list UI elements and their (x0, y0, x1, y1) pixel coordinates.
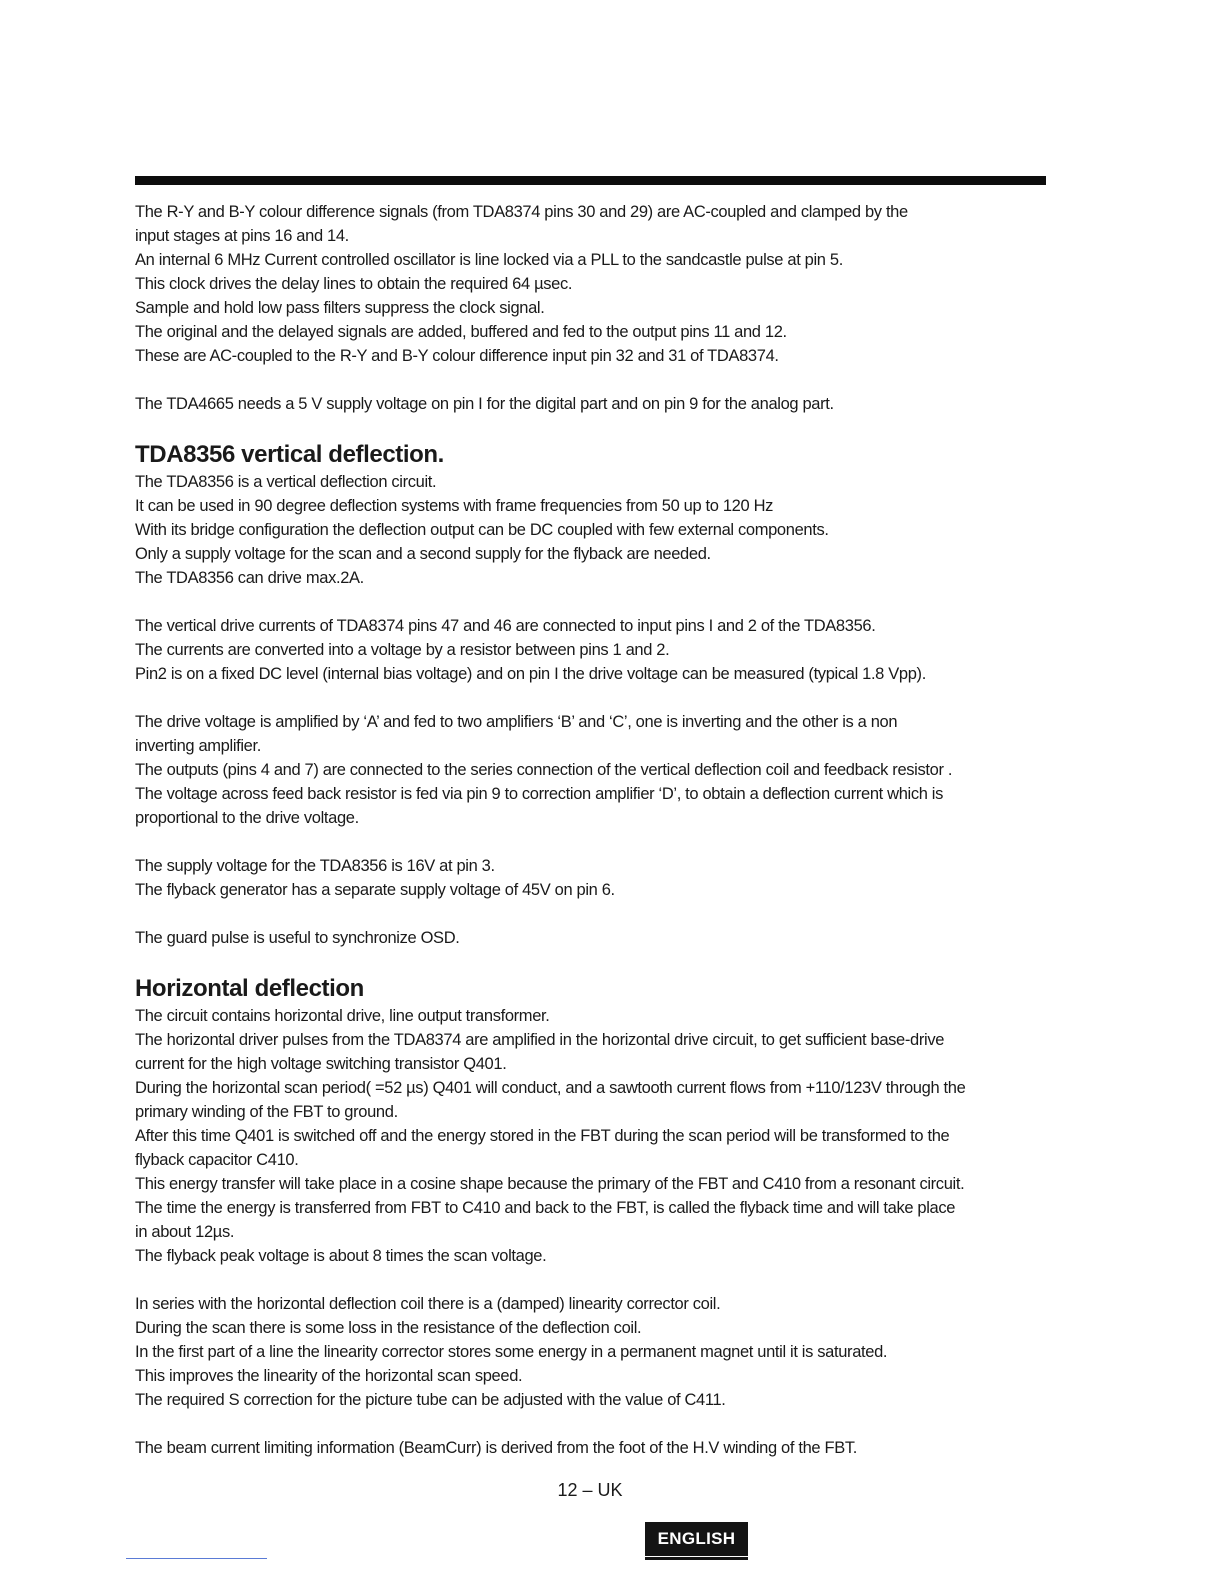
text-line: The TDA8356 can drive max.2A. (135, 569, 364, 587)
section-heading: Horizontal deflection (135, 975, 364, 1002)
text-line: Only a supply voltage for the scan and a second supply for the flyback are needed. (135, 545, 711, 563)
paragraph (135, 710, 1035, 830)
text-line: The circuit contains horizontal drive, line output transformer. (135, 1007, 550, 1025)
top-rule (135, 176, 1046, 185)
text-line: An internal 6 MHz Current controlled oscillator is line locked via a PLL to the sandcastle pulse at pin 5. (135, 251, 843, 269)
paragraph (135, 1004, 1035, 1268)
section-heading: TDA8356 vertical deflection. (135, 441, 444, 468)
text-line: The horizontal driver pulses from the TDA8374 are amplified in the horizontal drive circuit, to get sufficient base-drive (135, 1031, 945, 1049)
text-line: The time the energy is transferred from FBT to C410 and back to the FBT, is called the flyback time and will take place (135, 1199, 956, 1217)
paragraph (135, 200, 1035, 368)
text-line: The supply voltage for the TDA8356 is 16V at pin 3. (135, 857, 495, 875)
paragraph (135, 926, 1035, 950)
document-body (135, 200, 1035, 1484)
text-line: primary winding of the FBT to ground. (135, 1103, 398, 1121)
text-line: Sample and hold low pass filters suppress the clock signal. (135, 299, 545, 317)
text-line: Pin2 is on a fixed DC level (internal bias voltage) and on pin I the drive voltage can be measured (typical 1.8 Vpp). (135, 665, 926, 683)
page-number: 12 – UK (557, 1480, 623, 1500)
text-line: The outputs (pins 4 and 7) are connected to the series connection of the vertical deflection coil and feedback resistor . (135, 761, 953, 779)
text-line: The guard pulse is useful to synchronize OSD. (135, 929, 460, 947)
text-line: flyback capacitor C410. (135, 1151, 299, 1169)
text-line: The beam current limiting information (BeamCurr) is derived from the foot of the H.V winding of the FBT. (135, 1439, 857, 1457)
text-line: The required S correction for the picture tube can be adjusted with the value of C411. (135, 1391, 726, 1409)
text-line: After this time Q401 is switched off and the energy stored in the FBT during the scan period will be transformed to the (135, 1127, 950, 1145)
text-line: current for the high voltage switching transistor Q401. (135, 1055, 507, 1073)
text-line: in about 12µs. (135, 1223, 235, 1241)
text-line: In series with the horizontal deflection coil there is a (damped) linearity corrector coil. (135, 1295, 721, 1313)
text-line: The flyback peak voltage is about 8 times the scan voltage. (135, 1247, 547, 1265)
text-line: This clock drives the delay lines to obtain the required 64 µsec. (135, 275, 573, 293)
text-line: The vertical drive currents of TDA8374 pins 47 and 46 are connected to input pins I and 2 of the TDA8356. (135, 617, 876, 635)
language-badge-underline (645, 1557, 748, 1560)
text-line: input stages at pins 16 and 14. (135, 227, 349, 245)
text-line: inverting amplifier. (135, 737, 261, 755)
paragraph (135, 1436, 1035, 1460)
paragraph (135, 392, 1035, 416)
text-line: During the scan there is some loss in the resistance of the deflection coil. (135, 1319, 642, 1337)
text-line: The R-Y and B-Y colour difference signals (from TDA8374 pins 30 and 29) are AC-coupled and clamped by the (135, 203, 908, 221)
text-line: The original and the delayed signals are added, buffered and fed to the output pins 11 and 12. (135, 323, 787, 341)
text-line: This improves the linearity of the horizontal scan speed. (135, 1367, 523, 1385)
text-line: This energy transfer will take place in a cosine shape because the primary of the FBT and C410 from a resonant circuit. (135, 1175, 965, 1193)
language-badge: ENGLISH (645, 1522, 748, 1556)
text-line: These are AC-coupled to the R-Y and B-Y colour difference input pin 32 and 31 of TDA8374. (135, 347, 779, 365)
paragraph (135, 854, 1035, 902)
text-line: The drive voltage is amplified by ‘A’ and fed to two amplifiers ‘B’ and ‘C’, one is inverting and the other is a non (135, 713, 898, 731)
text-line: During the horizontal scan period( =52 µs) Q401 will conduct, and a sawtooth current flows from +110/123V through the (135, 1079, 966, 1097)
text-line: The currents are converted into a voltage by a resistor between pins 1 and 2. (135, 641, 670, 659)
text-line: The TDA8356 is a vertical deflection circuit. (135, 473, 437, 491)
paragraph (135, 614, 1035, 686)
text-line: With its bridge configuration the deflection output can be DC coupled with few external components. (135, 521, 829, 539)
text-line: The flyback generator has a separate supply voltage of 45V on pin 6. (135, 881, 615, 899)
text-line: The TDA4665 needs a 5 V supply voltage on pin I for the digital part and on pin 9 for the analog part. (135, 395, 834, 413)
text-line: proportional to the drive voltage. (135, 809, 359, 827)
text-line: It can be used in 90 degree deflection systems with frame frequencies from 50 up to 120 Hz (135, 497, 774, 515)
text-line: The voltage across feed back resistor is fed via pin 9 to correction amplifier ‘D’, to obtain a deflection current which is (135, 785, 944, 803)
bottom-rule (126, 1558, 267, 1559)
paragraph (135, 1292, 1035, 1412)
paragraph (135, 470, 1035, 590)
text-line: In the first part of a line the linearity corrector stores some energy in a permanent magnet until it is saturated. (135, 1343, 888, 1361)
